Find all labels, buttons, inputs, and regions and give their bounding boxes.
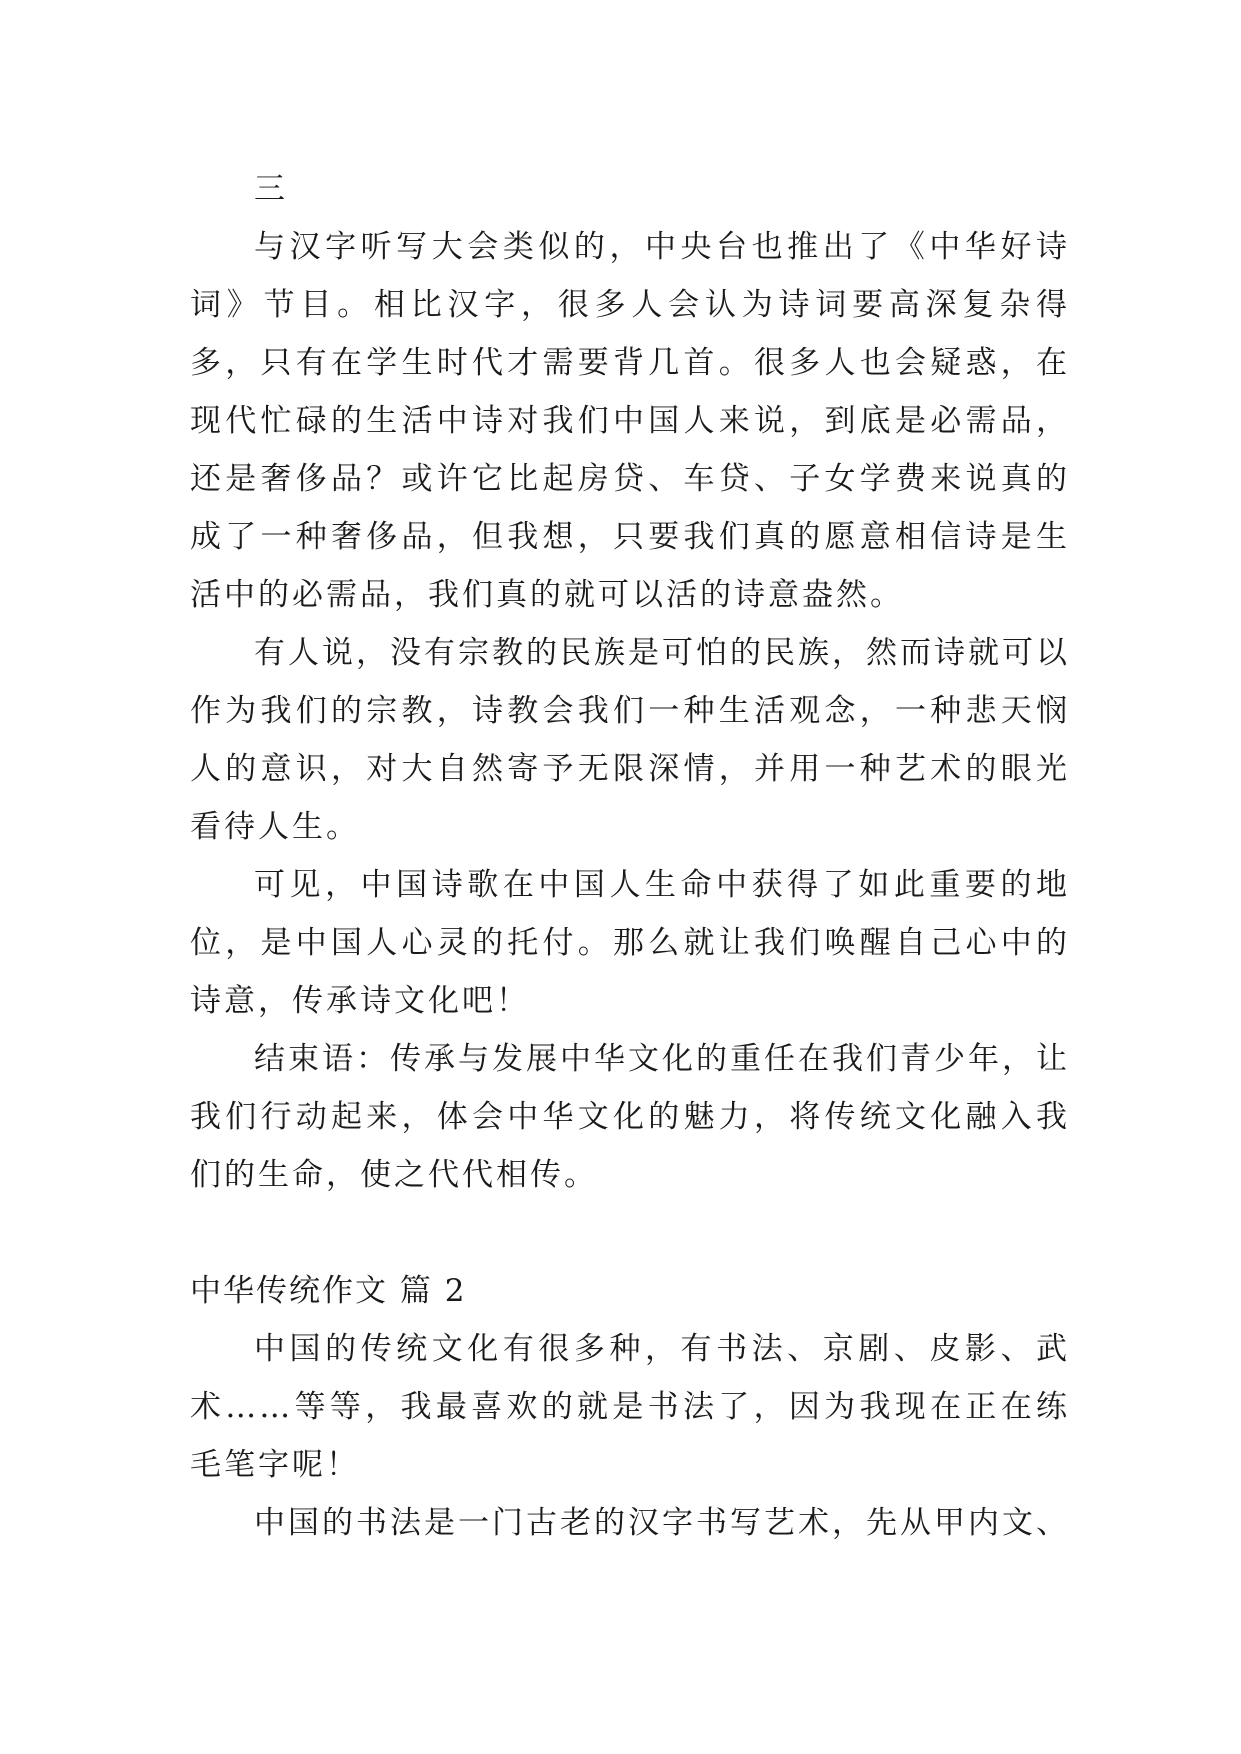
paragraph: 中国的书法是一门古老的汉字书写艺术，先从甲内文、 <box>254 1505 1070 1541</box>
paragraph: 可见，中国诗歌在中国人生命中获得了如此重要的地位，是中国人心灵的托付。那么就让我们唤醒自己心中的诗意，传承诗文化吧！ <box>190 867 1070 1019</box>
paragraph: 结束语：传承与发展中华文化的重任在我们青少年，让我们行动起来，体会中华文化的魅力，将传统文化融入我们的生命，使之代代相传。 <box>190 1041 1070 1193</box>
paragraph: 中国的传统文化有很多种，有书法、京剧、皮影、武术……等等，我最喜欢的就是书法了，因为我现在正在练毛笔字呢！ <box>190 1331 1070 1483</box>
paragraph: 有人说，没有宗教的民族是可怕的民族，然而诗就可以作为我们的宗教，诗教会我们一种生活观念，一种悲天悯人的意识，对大自然寄予无限深情，并用一种艺术的眼光看待人生。 <box>190 635 1070 845</box>
section-number: 三 <box>254 171 285 207</box>
document-page <box>190 160 1070 1552</box>
essay-heading: 中华传统作文 篇 2 <box>190 1273 467 1309</box>
paragraph: 与汉字听写大会类似的，中央台也推出了《中华好诗词》节目。相比汉字，很多人会认为诗词要高深复杂得多，只有在学生时代才需要背几首。很多人也会疑惑，在现代忙碌的生活中诗对我们中国人来说，到底是必需品，还是奢侈品？或许它比起房贷、车贷、子女学费来说真的成了一种奢侈品，但我想，只要我们真的愿意相信诗是生活中的必需品，我们真的就可以活的诗意盎然。 <box>190 229 1070 613</box>
